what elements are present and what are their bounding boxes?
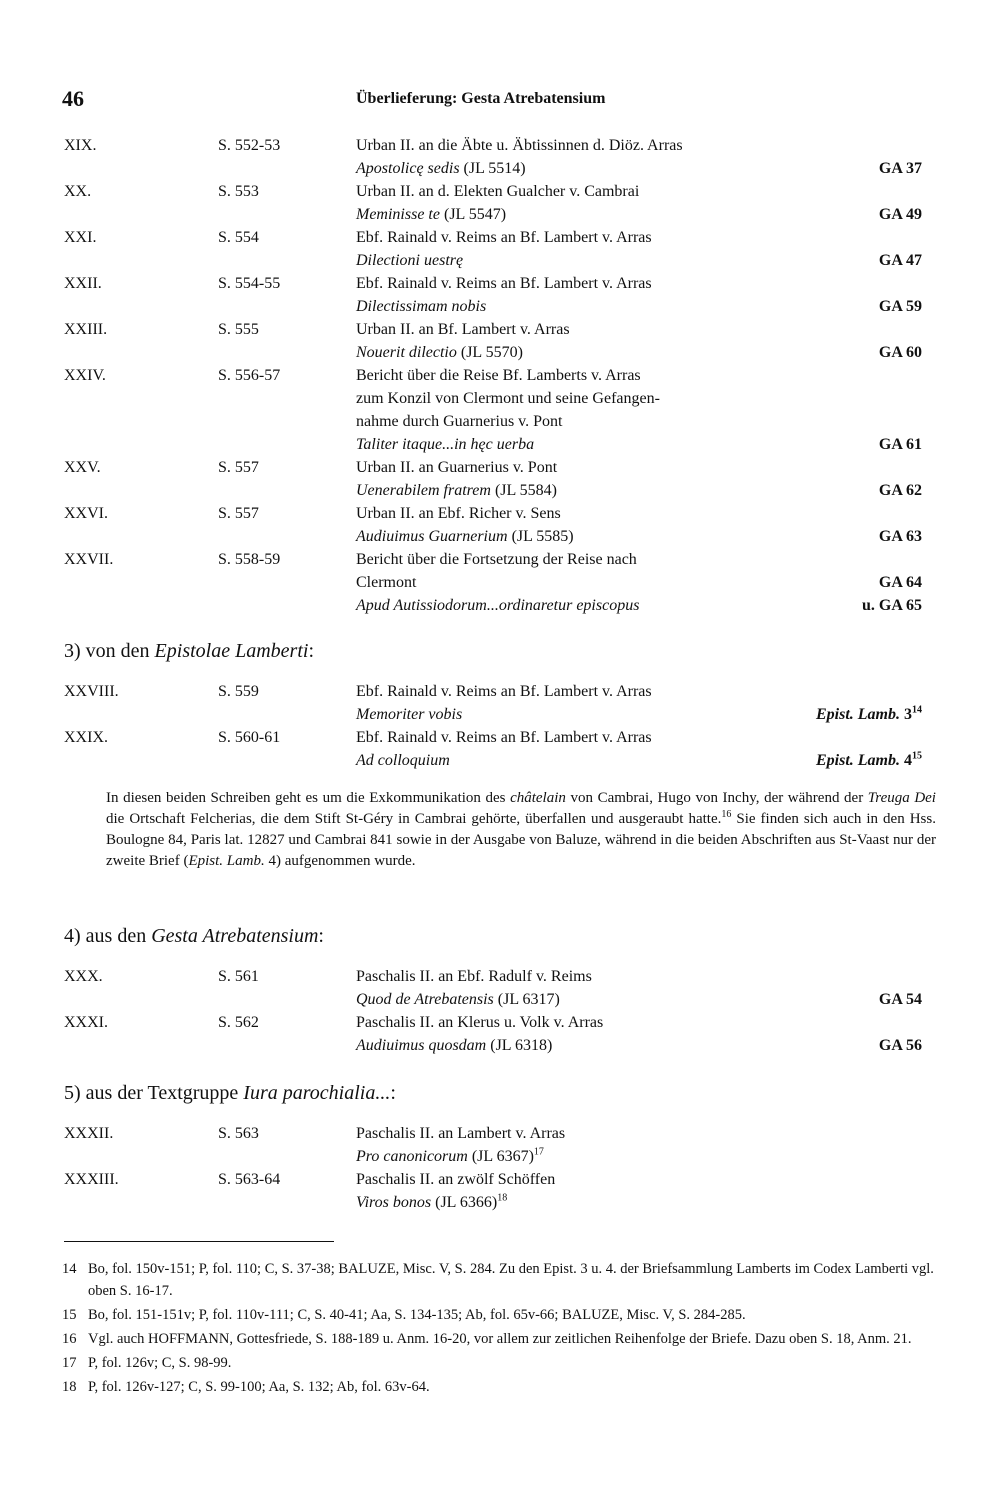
entry-incipit-row xyxy=(64,433,922,456)
entry-continuation-row xyxy=(64,571,922,594)
entry-number: XXXIII. xyxy=(64,1171,119,1188)
entry-number: XXIV. xyxy=(64,367,106,384)
entry-incipit: Audiuimus Guarnerium (JL 5585) xyxy=(356,528,574,545)
entry-row xyxy=(64,318,922,341)
entry-description: zum Konzil von Clermont und seine Gefangen- xyxy=(356,390,660,407)
entry-incipit-row xyxy=(64,525,922,548)
entry-number: XXII. xyxy=(64,275,102,292)
footnote-number: 17 xyxy=(62,1355,77,1371)
footnote xyxy=(62,1352,936,1374)
entry-incipit: Viros bonos (JL 6366)$^{18}$ xyxy=(356,1192,508,1211)
entry-row xyxy=(64,502,922,525)
entry-page: S. 552-53 xyxy=(218,137,281,154)
entry-page: S. 557 xyxy=(218,459,259,476)
entry-page: S. 558-59 xyxy=(218,551,281,568)
entry-reference: GA 49 xyxy=(878,206,922,223)
entry-incipit-row xyxy=(64,703,922,726)
section-heading-5: 5) aus der Textgruppe Iura parochialia...: xyxy=(64,1082,396,1104)
entry-page: S. 554 xyxy=(218,229,259,246)
entry-description: Urban II. an die Äbte u. Äbtissinnen d. Diöz. Arras xyxy=(356,137,683,154)
entry-description: Ebf. Rainald v. Reims an Bf. Lambert v. Arras xyxy=(356,683,652,700)
entry-number: XXVI. xyxy=(64,505,108,522)
entry-incipit: Apostolicę sedis (JL 5514) xyxy=(356,160,526,177)
entry-page: S. 554-55 xyxy=(218,275,281,292)
entry-description: nahme durch Guarnerius v. Pont xyxy=(356,413,563,430)
entry-number: XXXI. xyxy=(64,1014,108,1031)
entry-row xyxy=(64,456,922,479)
entry-description: Clermont xyxy=(356,574,417,591)
footnotes xyxy=(62,1258,936,1400)
footnote xyxy=(62,1304,936,1326)
entry-row xyxy=(64,226,922,249)
entry-incipit: Dilectissimam nobis xyxy=(356,298,487,315)
footnote xyxy=(62,1258,936,1302)
entry-incipit: Nouerit dilectio (JL 5570) xyxy=(356,344,523,361)
entry-reference: GA 47 xyxy=(878,252,922,269)
entry-incipit: Audiuimus quosdam (JL 6318) xyxy=(356,1037,553,1054)
entry-page: S. 559 xyxy=(218,683,259,700)
entry-incipit: Meminisse te (JL 5547) xyxy=(356,206,507,223)
entry-number: XXIX. xyxy=(64,729,108,746)
entry-description: Paschalis II. an zwölf Schöffen xyxy=(356,1171,556,1188)
entry-incipit: Memoriter vobis xyxy=(356,706,463,723)
entry-row xyxy=(64,1011,922,1034)
entry-description: Bericht über die Reise Bf. Lamberts v. Arras xyxy=(356,367,641,384)
entry-reference: GA 61 xyxy=(878,436,922,453)
entry-row xyxy=(64,726,922,749)
entry-row xyxy=(64,134,922,157)
entries-block-5 xyxy=(64,1122,922,1214)
entry-row xyxy=(64,965,922,988)
footnote-text: Bo, fol. 151-151v; P, fol. 110v-111; C, S. 40-41; Aa, S. 134-135; Ab, fol. 65v-66; BALUZE, Misc. V, S. 284-285. xyxy=(88,1307,746,1323)
entry-page: S. 560-61 xyxy=(218,729,281,746)
entry-incipit-row xyxy=(64,1145,922,1168)
entries-block-3 xyxy=(64,680,922,772)
entry-reference: GA 62 xyxy=(878,482,922,499)
entry-reference: Epist. Lamb. $3^{14}$ xyxy=(815,704,922,723)
entry-incipit-row xyxy=(64,249,922,272)
entry-page: S. 556-57 xyxy=(218,367,281,384)
entry-row xyxy=(64,272,922,295)
entry-continuation-row xyxy=(64,387,922,410)
entry-description: Ebf. Rainald v. Reims an Bf. Lambert v. Arras xyxy=(356,729,652,746)
entry-incipit: Taliter itaque...in hęc uerba xyxy=(356,436,535,453)
entry-page: S. 563 xyxy=(218,1125,259,1142)
entry-number: XXV. xyxy=(64,459,101,476)
entry-page: S. 562 xyxy=(218,1014,259,1031)
entry-reference: Epist. Lamb. $4^{15}$ xyxy=(815,750,922,769)
entry-reference: GA 37 xyxy=(878,160,922,177)
entry-incipit-row xyxy=(64,988,922,1011)
entry-incipit: Pro canonicorum (JL 6367)$^{17}$ xyxy=(356,1146,544,1165)
entries-block-4 xyxy=(64,965,922,1057)
entry-description: Paschalis II. an Lambert v. Arras xyxy=(356,1125,566,1142)
entry-page: S. 553 xyxy=(218,183,259,200)
entry-description: Ebf. Rainald v. Reims an Bf. Lambert v. Arras xyxy=(356,275,652,292)
entry-number: XX. xyxy=(64,183,92,200)
footnote-number: 16 xyxy=(62,1331,77,1347)
entry-incipit: Dilectioni uestrę xyxy=(356,252,464,269)
entry-incipit-row xyxy=(64,1034,922,1057)
entry-description: Urban II. an d. Elekten Gualcher v. Cambrai xyxy=(356,183,640,200)
footnote-rule xyxy=(64,1241,334,1242)
entry-incipit-row xyxy=(64,295,922,318)
entry-row xyxy=(64,180,922,203)
footnote-text: P, fol. 126v; C, S. 98-99. xyxy=(88,1355,232,1371)
entry-incipit-row xyxy=(64,341,922,364)
entry-reference: GA 63 xyxy=(878,528,922,545)
commentary-paragraph: In diesen beiden Schreiben geht es um die Exkommunikation des châtelain von Cambrai, Hugo von Inchy, der während der Treuga Dei die Ortschaft Felcherias, die dem Stift St-Géry in Cambrai gehörte, überfallen und ausgeraubt hatte.$^{16}$ Sie finden sich auch in den Hss. Boulogne 84, Paris lat. 12827 und Cambrai 841 sowie in der Ausgabe von Baluze, während in die beiden Abschriften aus St-Vaast nur der zweite Brief (Epist. Lamb. 4) aufgenommen wurde. xyxy=(106,790,936,869)
footnote-number: 15 xyxy=(62,1307,77,1323)
section-heading-4: 4) aus den Gesta Atrebatensium: xyxy=(64,925,324,947)
entry-row xyxy=(64,364,922,387)
entry-page: S. 563-64 xyxy=(218,1171,281,1188)
entry-page: S. 561 xyxy=(218,968,259,985)
footnote-number: 18 xyxy=(62,1379,77,1395)
entry-description: Urban II. an Bf. Lambert v. Arras xyxy=(356,321,570,338)
entry-incipit: Ad colloquium xyxy=(356,752,450,769)
footnote-number: 14 xyxy=(62,1261,77,1277)
entry-page: S. 555 xyxy=(218,321,259,338)
entry-description: Urban II. an Ebf. Richer v. Sens xyxy=(356,505,561,522)
entry-row xyxy=(64,680,922,703)
entry-number: XXIII. xyxy=(64,321,108,338)
entry-reference: u. GA 65 xyxy=(861,597,922,614)
entry-row xyxy=(64,1122,922,1145)
entry-incipit-row xyxy=(64,157,922,180)
footnote-ref: 16 xyxy=(721,809,732,820)
entry-row xyxy=(64,1168,922,1191)
entry-description: Urban II. an Guarnerius v. Pont xyxy=(356,459,558,476)
footnote xyxy=(62,1376,936,1398)
entry-incipit-row xyxy=(64,203,922,226)
entry-number: XXXII. xyxy=(64,1125,114,1142)
entry-reference: GA 60 xyxy=(878,344,922,361)
footnote-text: P, fol. 126v-127; C, S. 99-100; Aa, S. 132; Ab, fol. 63v-64. xyxy=(88,1379,430,1395)
entry-incipit-row xyxy=(64,479,922,502)
entry-page: S. 557 xyxy=(218,505,259,522)
entry-incipit-row xyxy=(64,594,922,617)
entry-description: Paschalis II. an Ebf. Radulf v. Reims xyxy=(356,968,592,985)
entry-incipit: Apud Autissiodorum...ordinaretur episcopus xyxy=(356,597,640,614)
entry-continuation-row xyxy=(64,410,922,433)
entry-reference: GA 59 xyxy=(878,298,922,315)
entry-number: XIX. xyxy=(64,137,97,154)
footnote xyxy=(62,1328,936,1350)
section-heading-3: 3) von den Epistolae Lamberti: xyxy=(64,640,314,662)
entries-block-1 xyxy=(64,134,922,617)
entry-incipit: Quod de Atrebatensis (JL 6317) xyxy=(356,991,560,1008)
entry-incipit: Uenerabilem fratrem (JL 5584) xyxy=(356,482,557,499)
entry-reference: GA 54 xyxy=(878,991,922,1008)
page-number: 46 xyxy=(62,86,84,111)
entry-incipit-row xyxy=(64,1191,922,1214)
entry-description: Paschalis II. an Klerus u. Volk v. Arras xyxy=(356,1014,604,1031)
entry-description: Ebf. Rainald v. Reims an Bf. Lambert v. Arras xyxy=(356,229,652,246)
entry-reference: GA 64 xyxy=(878,574,922,591)
entry-number: XXVIII. xyxy=(64,683,119,700)
entry-number: XXI. xyxy=(64,229,97,246)
entry-number: XXX. xyxy=(64,968,103,985)
entry-description: Bericht über die Fortsetzung der Reise nach xyxy=(356,551,637,568)
entry-reference: GA 56 xyxy=(878,1037,922,1054)
entry-row xyxy=(64,548,922,571)
entry-number: XXVII. xyxy=(64,551,114,568)
footnote-text: Vgl. auch HOFFMANN, Gottesfriede, S. 188-189 u. Anm. 16-20, vor allem zur zeitlichen Reihenfolge der Briefe. Dazu oben S. 18, Anm. 21. xyxy=(88,1331,912,1347)
footnote-text: Bo, fol. 150v-151; P, fol. 110; C, S. 37-38; BALUZE, Misc. V, S. 284. Zu den Epist. 3 u. 4. der Briefsammlung Lamberts im Codex Lamberti vgl. oben S. 16-17. xyxy=(88,1261,934,1299)
entry-incipit-row xyxy=(64,749,922,772)
running-title: Überlieferung: Gesta Atrebatensium xyxy=(356,90,606,107)
